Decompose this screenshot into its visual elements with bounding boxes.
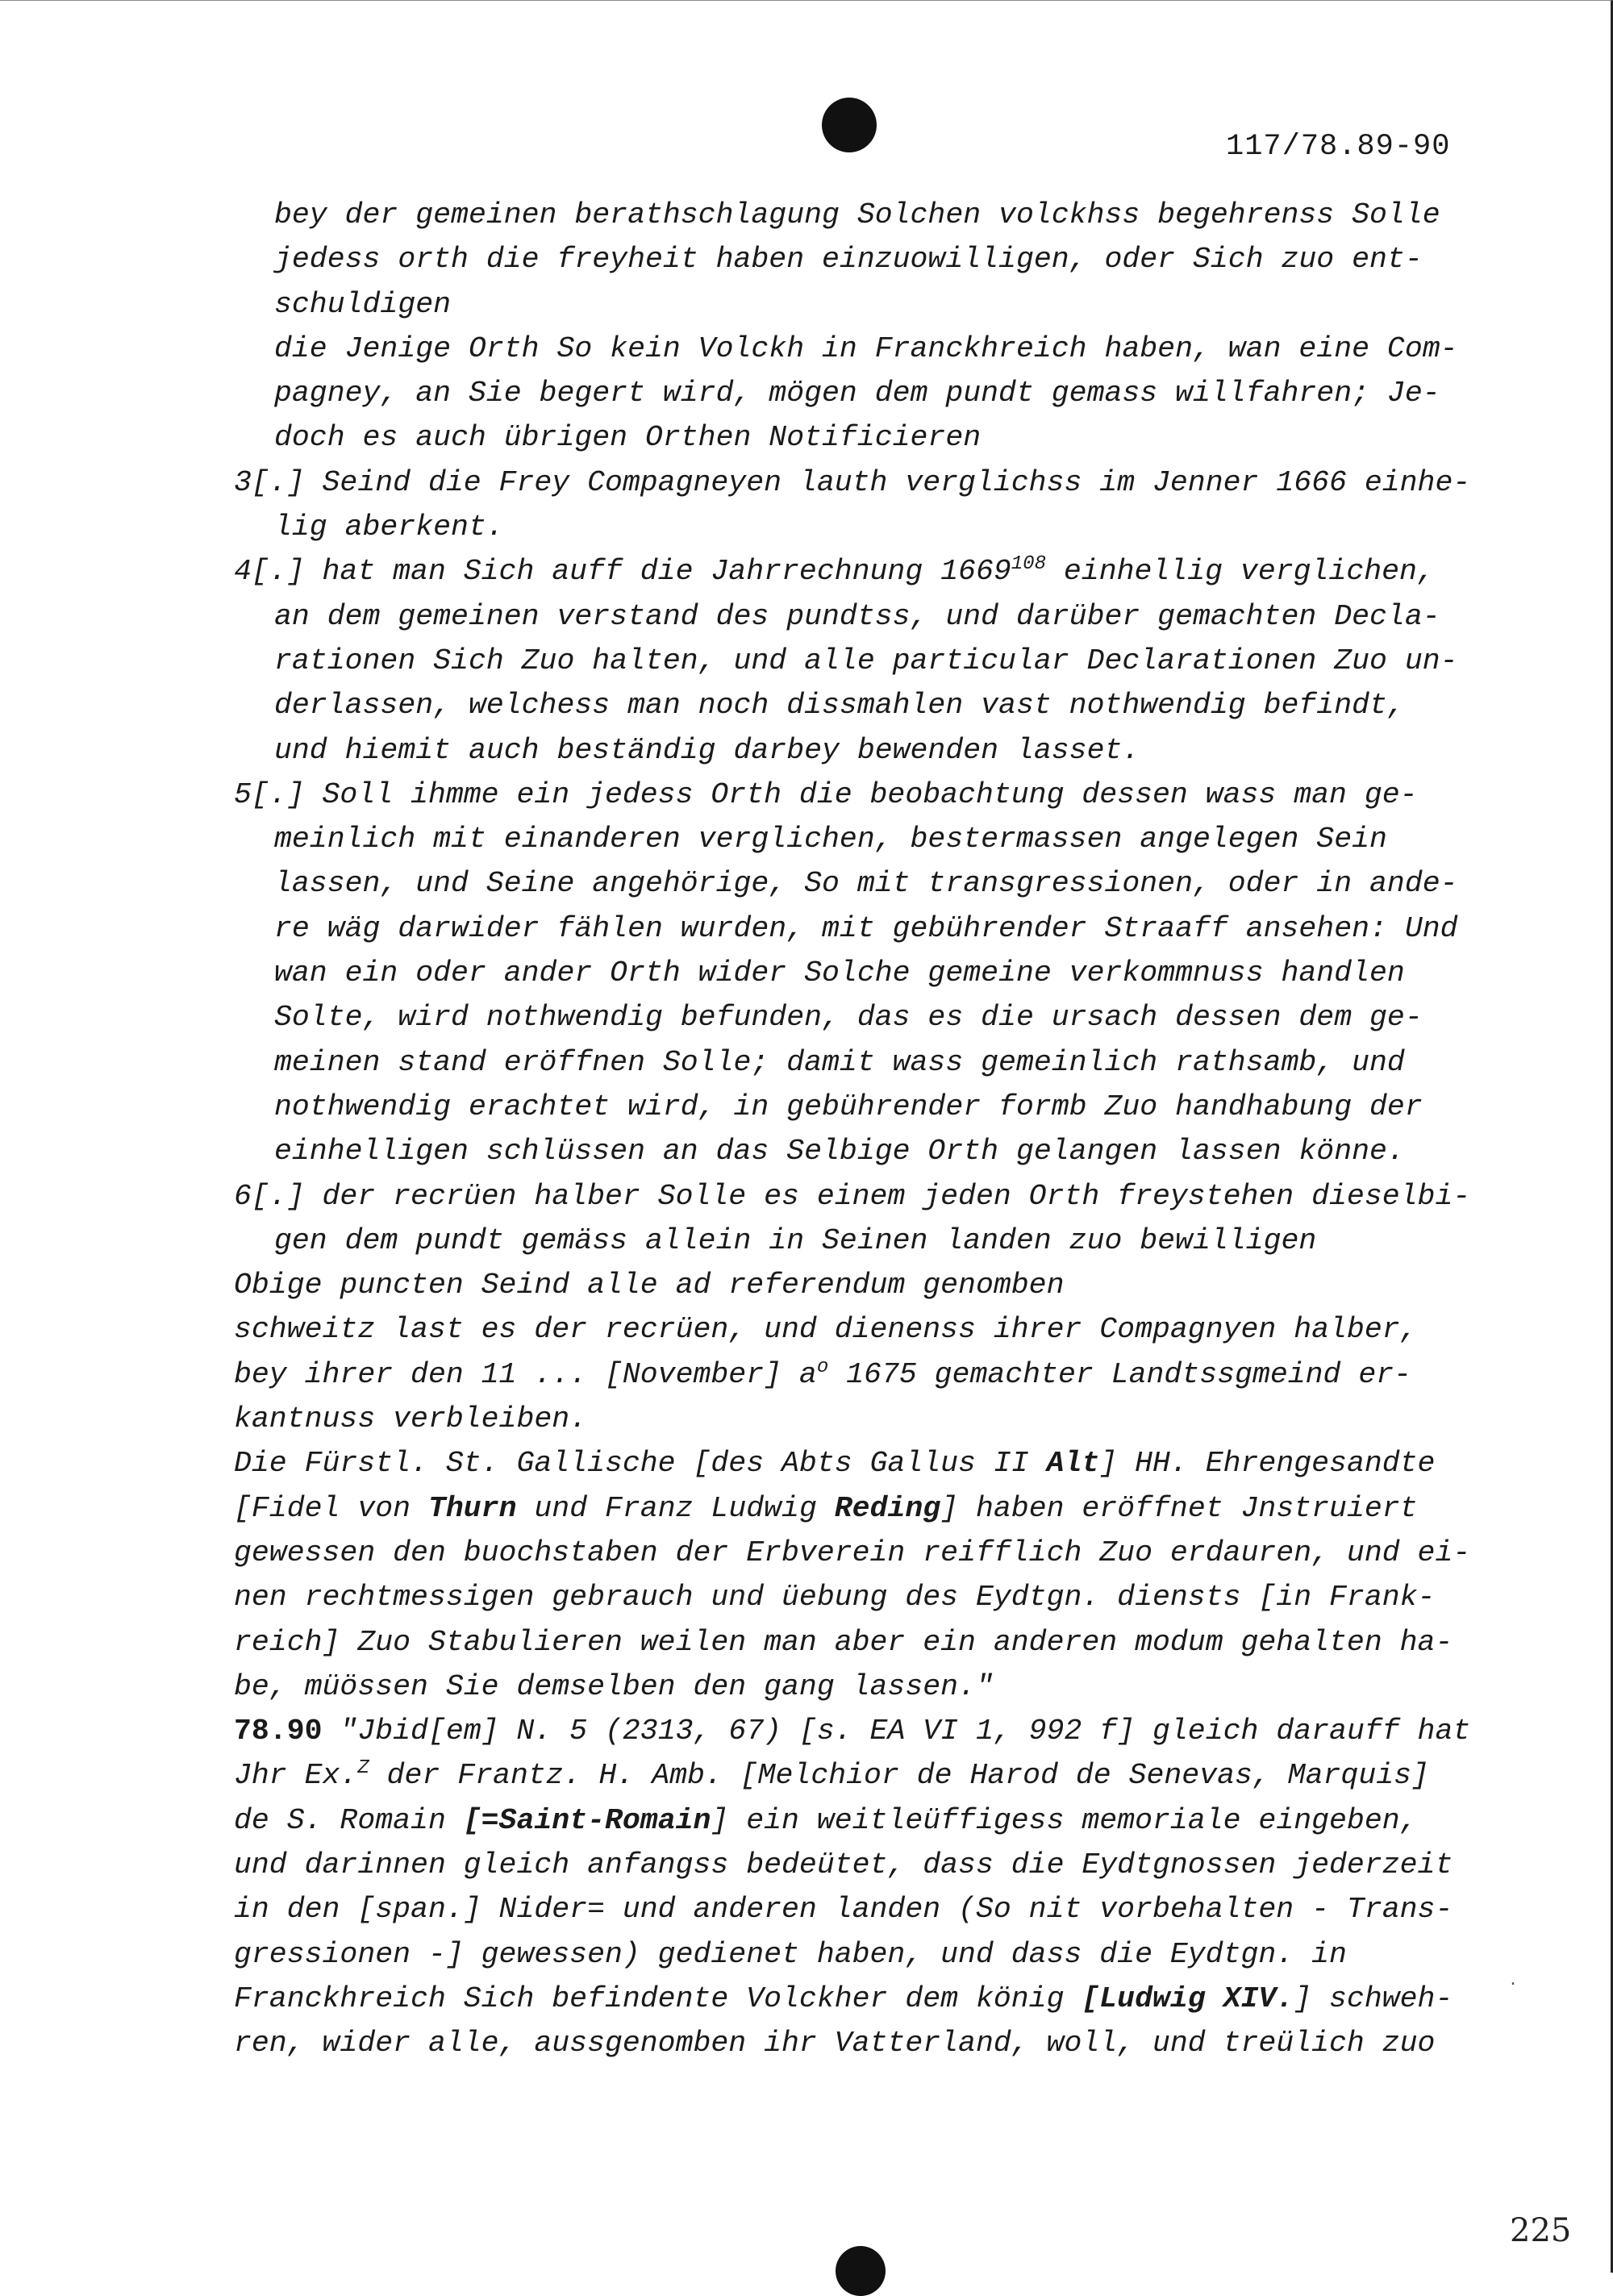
bold-segment: Reding [834,1491,941,1525]
text-segment: und hiemit auch beständig darbey bewenden lasset. [274,733,1140,767]
text-line [234,2021,1476,2065]
text-segment: pagney, an Sie begert wird, mögen dem pundt gemass willfahren; Je- [274,377,1440,410]
punch-hole-top [822,98,877,152]
text-segment: nen rechtmessigen gebrauch und üebung des Eydtgn. diensts [in Frank- [234,1581,1436,1615]
bold-segment: 78.90 [234,1715,323,1748]
text-segment: der Frantz. H. Amb. [Melchior de Harod de Senevas, Marquis] [369,1759,1429,1793]
text-line [234,1665,1476,1709]
text-line [234,1174,1476,1219]
text-segment: und Franz Ludwig [516,1491,835,1525]
text-segment: Obige puncten Seind alle ad referendum genomben [234,1269,1065,1302]
handwritten-page-number: 225 [1510,2212,1572,2249]
page-reference: 117/78.89-90 [1226,130,1451,164]
superscript: Z [357,1757,369,1780]
text-line [234,951,1476,995]
text-segment: rationen Sich Zuo halten, und alle particular Declarationen Zuo un- [274,644,1458,677]
text-line [234,1977,1476,2021]
text-line [234,594,1476,639]
text-segment: Die Fürstl. St. Gallische [des Abts Gallus II [234,1447,1047,1481]
text-line [234,505,1476,549]
text-segment: in den [span.] Nider= und anderen landen (So nit vorbehalten - Trans- [234,1893,1453,1927]
text-line [234,1085,1476,1129]
text-segment: schweitz last es der recrüen, und dienenss ihrer Compagnyen halber, [234,1313,1418,1347]
text-segment: 5[.] Soll ihmme ein jedess Orth die beobachtung dessen wass man ge- [234,777,1418,811]
bold-segment: [=Saint-Romain [463,1803,711,1837]
bold-segment: [Ludwig XIV. [1082,1981,1294,2015]
text-segment: de S. Romain [234,1803,464,1837]
text-line [234,1798,1476,1843]
text-segment: ] ein weitleüffigess memoriale eingeben, [711,1803,1418,1837]
text-line [234,995,1476,1040]
text-line [234,1397,1476,1441]
superscript: o [816,1356,829,1378]
text-segment: gewessen den buochstaben der Erbverein reifflich Zuo erdauren, und ei- [234,1536,1471,1569]
text-line [234,861,1476,906]
text-segment: bey der gemeinen berathschlagung Solchen volckhss begehrenss Solle [274,198,1440,231]
text-line [234,549,1476,594]
text-segment: ren, wider alle, aussgenomben ihr Vatterland, woll, und treülich zuo [234,2027,1436,2061]
text-line [234,728,1476,773]
text-line [234,327,1476,371]
text-line [234,773,1476,817]
fold-mark: · [1508,1975,1519,1994]
text-segment: ] haben eröffnet Jnstruiert [940,1491,1418,1525]
text-segment: einhellig verglichen, [1045,555,1435,589]
text-segment: ] HH. Ehrengesandte [1099,1447,1436,1481]
text-line [234,415,1476,460]
text-line [234,1932,1476,1977]
text-segment: bey ihrer den 11 ... [November] a [234,1357,817,1391]
text-segment: reich] Zuo Stabulieren weilen man aber ein anderen modum gehalten ha- [234,1625,1453,1659]
text-line [234,460,1476,505]
text-line [234,639,1476,683]
text-line [234,1575,1476,1619]
text-segment: be, müössen Sie demselben den gang lassen." [234,1669,994,1703]
bold-segment: Alt [1046,1447,1100,1481]
superscript: 108 [1011,553,1046,576]
text-line [234,1219,1476,1263]
text-segment: Franckhreich Sich befindente Volckher dem könig [234,1981,1082,2015]
text-line [234,193,1476,237]
text-line [234,1040,1476,1085]
text-segment: doch es auch übrigen Orthen Notificieren [274,421,982,455]
text-segment: 4[.] hat man Sich auff die Jahrrechnung 1669 [234,555,1011,589]
text-segment: kantnuss verbleiben. [234,1402,588,1436]
text-segment: Jhr Ex. [234,1759,358,1793]
text-line [234,237,1476,281]
text-segment: [Fidel von [234,1491,428,1525]
text-line [234,1620,1476,1665]
text-line [234,1887,1476,1931]
text-line [234,906,1476,951]
text-line [234,1709,1476,1753]
text-segment: meinlich mit einanderen verglichen, bestermassen angelegen Sein [274,823,1387,856]
text-segment: wan ein oder ander Orth wider Solche gemeine verkommnuss handlen [274,956,1405,990]
text-segment: die Jenige Orth So kein Volckh in Franckhreich haben, wan eine Com- [274,331,1458,365]
text-line [234,1352,1476,1397]
text-line [234,1263,1476,1307]
text-segment: 1675 gemachter Landtssgmeind er- [828,1357,1412,1391]
text-line [234,1753,1476,1798]
text-line [234,1307,1476,1352]
text-segment: meinen stand eröffnen Solle; damit wass gemeinlich rathsamb, und [274,1045,1405,1079]
text-segment: schuldigen [274,287,452,321]
text-segment: an dem gemeinen verstand des pundtss, und darüber gemachten Decla- [274,599,1440,633]
text-line [234,1531,1476,1575]
text-segment: und darinnen gleich anfangss bedeütet, dass die Eydtgnossen jederzeit [234,1848,1453,1881]
text-segment: re wäg darwider fählen wurden, mit gebührender Straaff ansehen: Und [274,911,1458,945]
text-line [234,371,1476,415]
text-segment: "Jbid[em] N. 5 (2313, 67) [s. EA VI 1, 992 f] gleich darauff hat [322,1715,1471,1748]
text-line [234,1486,1476,1531]
text-line [234,817,1476,861]
text-segment: jedess orth die freyheit haben einzuowilligen, oder Sich zuo ent- [274,243,1423,277]
text-segment: gen dem pundt gemäss allein in Seinen landen zuo bewilligen [274,1223,1317,1257]
punch-hole-bottom [836,2246,886,2296]
text-segment: 3[.] Seind die Frey Compagneyen lauth verglichss im Jenner 1666 einhe- [234,465,1471,499]
document-body [234,193,1476,2065]
text-segment: derlassen, welchess man noch dissmahlen vast nothwendig befindt, [274,689,1405,723]
text-segment: ] schweh- [1294,1981,1453,2015]
text-line [234,1843,1476,1887]
text-line [234,1441,1476,1486]
text-line [234,683,1476,727]
bold-segment: Thurn [427,1491,517,1525]
text-line [234,1129,1476,1173]
text-segment: einhelligen schlüssen an das Selbige Orth gelangen lassen könne. [274,1135,1405,1169]
text-segment: Solte, wird nothwendig befunden, das es die ursach dessen dem ge- [274,1001,1423,1035]
text-segment: 6[.] der recrüen halber Solle es einem jeden Orth freystehen dieselbi- [234,1179,1471,1213]
text-segment: lig aberkent. [274,510,504,544]
text-segment: lassen, und Seine angehörige, So mit transgressionen, oder in ande- [274,867,1458,901]
text-segment: nothwendig erachtet wird, in gebührender formb Zuo handhabung der [274,1090,1423,1123]
text-segment: gressionen -] gewessen) gedienet haben, und dass die Eydtgn. in [234,1937,1347,1971]
text-line [234,282,1476,327]
